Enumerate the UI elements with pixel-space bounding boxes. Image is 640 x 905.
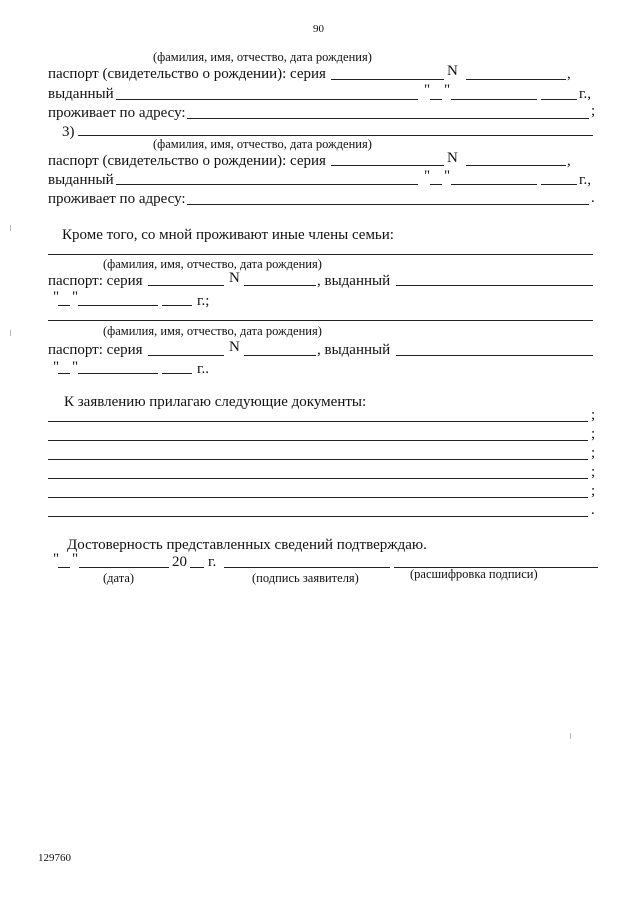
semicolon: ; xyxy=(591,407,596,423)
address-line xyxy=(187,118,589,119)
issued-line xyxy=(396,285,593,286)
day-line xyxy=(430,184,442,185)
issued-label: выданный xyxy=(48,172,114,188)
signature-caption: (подпись заявителя) xyxy=(252,571,359,585)
issued-line xyxy=(396,355,593,356)
day-line xyxy=(430,99,442,100)
footer-code: 129760 xyxy=(38,852,71,864)
item-number: 3) xyxy=(62,124,75,140)
comma: , xyxy=(567,66,571,82)
docs-heading: К заявлению прилагаю следующие документы: xyxy=(64,394,367,410)
confirm-heading: Достоверность представленных сведений подтверждаю. xyxy=(67,537,427,553)
scan-mark xyxy=(570,733,571,739)
semicolon: ; xyxy=(591,464,596,480)
semicolon: ; xyxy=(591,426,596,442)
day-line xyxy=(58,305,70,306)
n-label: N xyxy=(447,63,458,79)
number-line xyxy=(466,79,566,80)
month-line xyxy=(78,305,158,306)
year-label: г., xyxy=(579,172,591,188)
month-line xyxy=(451,184,537,185)
n-label: N xyxy=(447,150,458,166)
passport-label: паспорт: серия xyxy=(48,273,143,289)
fio-caption: (фамилия, имя, отчество, дата рождения) xyxy=(103,324,322,338)
fio-caption: (фамилия, имя, отчество, дата рождения) xyxy=(153,137,372,151)
scan-mark xyxy=(10,330,11,336)
issued-line xyxy=(116,184,418,185)
year-label: г., xyxy=(579,86,591,102)
number-line xyxy=(244,285,316,286)
year-digits-line xyxy=(190,567,204,568)
year-line xyxy=(541,184,577,185)
comma: , xyxy=(567,153,571,169)
passport-birth-label: паспорт (свидетельство о рождении): серия xyxy=(48,66,326,82)
issued-comma-label: , выданный xyxy=(317,342,391,358)
doc-line xyxy=(48,421,588,422)
page-number: 90 xyxy=(313,23,324,35)
passport-birth-label: паспорт (свидетельство о рождении): серия xyxy=(48,153,326,169)
year-label: г.. xyxy=(197,361,209,377)
issued-line xyxy=(116,99,418,100)
year-line xyxy=(162,373,192,374)
issued-comma-label: , выданный xyxy=(317,273,391,289)
passport-label: паспорт: серия xyxy=(48,342,143,358)
period: . xyxy=(591,502,595,518)
quote-close: " xyxy=(444,82,451,98)
fio-caption: (фамилия, имя, отчество, дата рождения) xyxy=(103,257,322,271)
family-heading: Кроме того, со мной проживают иные члены семьи: xyxy=(62,227,394,243)
year-label: г. xyxy=(208,554,217,570)
quote-close: " xyxy=(444,168,451,184)
doc-line xyxy=(48,497,588,498)
doc-line xyxy=(48,440,588,441)
quote-open: " xyxy=(53,289,60,305)
quote-open: " xyxy=(424,82,431,98)
period: . xyxy=(591,190,595,206)
doc-line xyxy=(48,459,588,460)
fio-caption: (фамилия, имя, отчество, дата рождения) xyxy=(153,50,372,64)
year-label: г.; xyxy=(197,293,210,309)
semicolon: ; xyxy=(591,483,596,499)
lives-label: проживает по адресу: xyxy=(48,105,186,121)
month-line xyxy=(78,373,158,374)
family-member-1-line xyxy=(48,254,593,255)
date-caption: (дата) xyxy=(103,571,135,585)
doc-line xyxy=(48,478,588,479)
number-line xyxy=(466,165,566,166)
quote-open: " xyxy=(53,551,60,567)
day-line xyxy=(58,373,70,374)
month-line xyxy=(451,99,537,100)
quote-close: " xyxy=(72,359,79,375)
quote-open: " xyxy=(424,168,431,184)
lives-label: проживает по адресу: xyxy=(48,191,186,207)
quote-open: " xyxy=(53,359,60,375)
address-line xyxy=(187,204,589,205)
year-line xyxy=(541,99,577,100)
day-line xyxy=(58,567,70,568)
family-member-2-line xyxy=(48,320,593,321)
issued-label: выданный xyxy=(48,86,114,102)
series-line xyxy=(331,165,444,166)
series-line xyxy=(148,285,224,286)
n-label: N xyxy=(229,270,240,286)
number-line xyxy=(244,355,316,356)
century-label: 20 xyxy=(172,554,187,570)
quote-close: " xyxy=(72,551,79,567)
year-line xyxy=(162,305,192,306)
semicolon: ; xyxy=(591,445,596,461)
series-line xyxy=(331,79,444,80)
decoding-caption: (расшифровка подписи) xyxy=(410,567,538,581)
n-label: N xyxy=(229,339,240,355)
semicolon: ; xyxy=(591,103,596,119)
scan-mark xyxy=(10,225,11,231)
series-line xyxy=(148,355,224,356)
quote-close: " xyxy=(72,289,79,305)
month-line xyxy=(79,567,169,568)
doc-line xyxy=(48,516,588,517)
person-3-line xyxy=(78,135,593,136)
signature-line xyxy=(224,567,390,568)
